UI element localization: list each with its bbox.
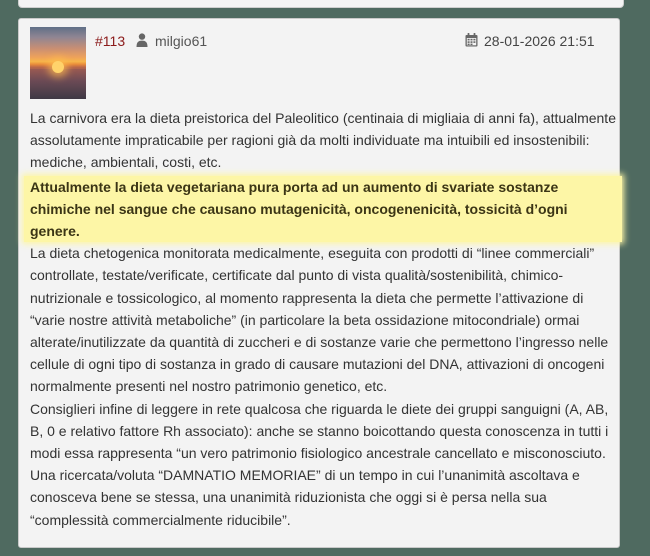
paragraph-damnatio-memoriae: Una ricercata/voluta “DAMNATIO MEMORIAE” di un tempo in cui l’unanimità ascoltava e conosceva bene se stessa, una unanimità riduzionista che oggi si è persa nella sua “complessità commercialmente riducibile”. [30, 467, 580, 528]
post-number-link[interactable]: #113 [95, 33, 126, 49]
paragraph-gruppi-sanguigni: Consiglieri infine di leggere in rete qualcosa che riguarda le diete dei gruppi sanguigni (A, AB, B, 0 e relativo fattore Rh associato): anche se stanno boicottando questa conoscenza in tutti i modi essa rappresenta “un vero patrimonio fisiologico ancestrale cancellato e misconosciuto. [30, 400, 609, 462]
previous-post-edge [0, 0, 650, 8]
avatar[interactable] [30, 27, 86, 99]
avatar-sea [30, 69, 86, 99]
calendar-icon [465, 33, 478, 47]
avatar-sun [52, 61, 64, 73]
post-date: 28-01-2026 21:51 [484, 33, 595, 49]
highlighted-paragraph: Attualmente la dieta vegetariana pura porta ad un aumento di svariate sostanze chimiche nel sangue che causano mutagenicità, oncogenenicità, tossicità d’ogni genere. [24, 176, 622, 243]
previous-post-card-bottom [18, 0, 624, 8]
paragraph-chetogenica: La dieta chetogenica monitorata medicalmente, eseguita con prodotti di “linee commerciali” controllate, testate/verificate, certificate dal punto di vista qualità/sostenibilità, chimico-nutrizionale e tossicologico, al momento rappresenta la dieta che permette l’attivazione di “varie nostre attività metaboliche” (in particolare la beta ossidazione mitocondriale) ormai alterate/inutilizzate da quantità di zuccheri e di sostanze varie che permettono l’ingresso nelle cellule di ogni tipo di sostanza in grado di causare mutazioni del DNA, attivazioni di oncogeni normalmente presenti nel nostro patrimonio genetico, etc. [30, 245, 609, 395]
paragraph-carnivora: La carnivora era la dieta preistorica del Paleolitico (centinaia di migliaia di anni fa), attualmente assolutamente impraticabile per ragioni già da molti individuate ma intuibili ed insostenibili: mediche, ambientali, costi, etc. [30, 110, 616, 171]
username-link[interactable]: milgio61 [155, 33, 208, 49]
post-body [30, 107, 616, 531]
user-icon [136, 33, 148, 47]
forum-post-card [18, 18, 620, 548]
